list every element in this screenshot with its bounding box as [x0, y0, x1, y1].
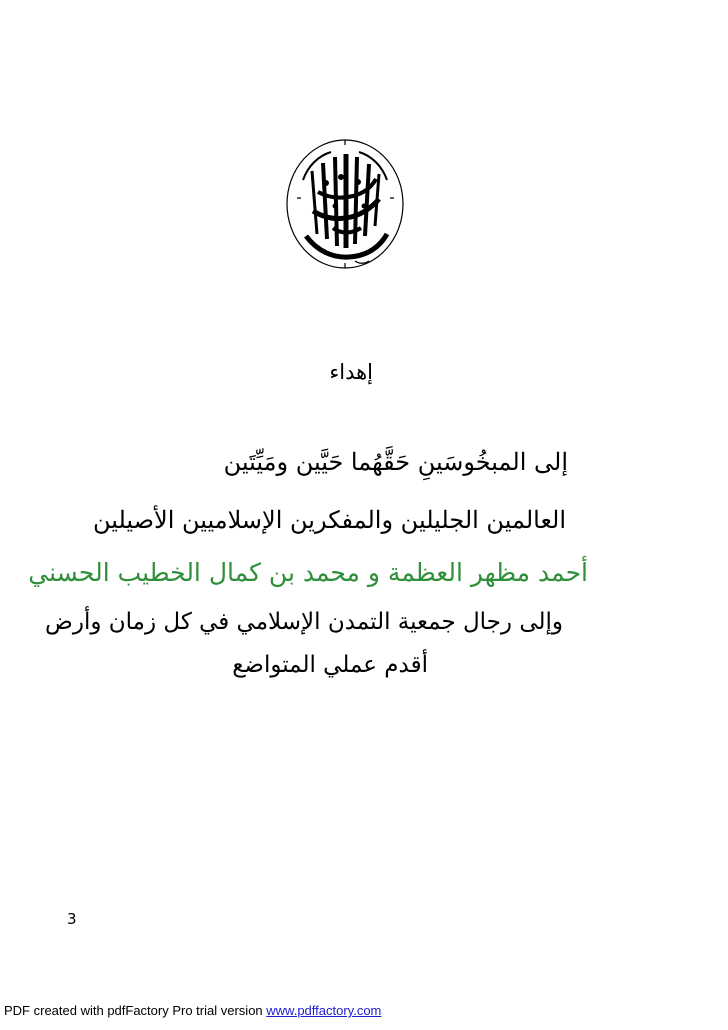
- dedication-line: وإلى رجال جمعية التمدن الإسلامي في كل زمان وأرض: [45, 609, 563, 635]
- dedication-names-line: أحمد مظهر العظمة و محمد بن كمال الخطيب الحسني: [28, 558, 588, 587]
- page-number: 3: [67, 910, 77, 928]
- dedication-line: أقدم عملي المتواضع: [232, 652, 428, 678]
- footer-text: PDF created with pdfFactory Pro trial version: [4, 1003, 267, 1018]
- pdf-footer: [4, 1003, 381, 1018]
- dedication-line: إلى المبخُوسَينِ حَقَّهُما حَيَّين ومَيِّتَين: [223, 448, 568, 476]
- dedication-line: العالمين الجليلين والمفكرين الإسلاميين الأصيلين: [92, 506, 566, 534]
- pdffactory-link[interactable]: www.pdffactory.com: [266, 1003, 382, 1018]
- dedication-title: إهداء: [329, 360, 373, 384]
- calligraphic-logo: [283, 136, 407, 272]
